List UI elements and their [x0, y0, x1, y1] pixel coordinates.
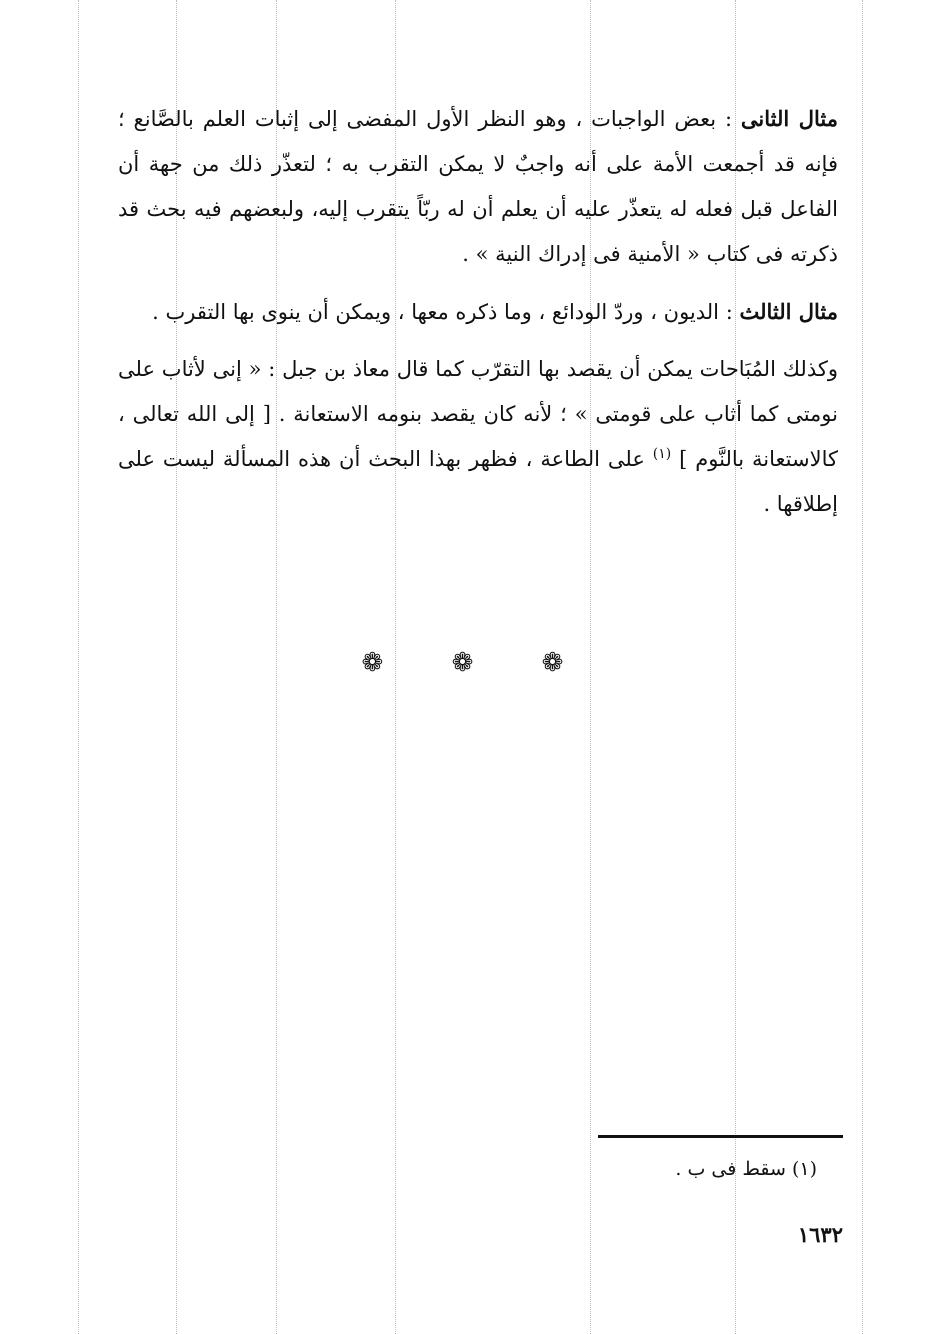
paragraph-example-two: [118, 96, 838, 277]
mubahat-text-part2: على الطاعة ، فظهر بهذا البحث أن هذه المسألة ليست على إطلاقها .: [118, 447, 838, 516]
paragraph-example-three: [118, 289, 838, 335]
section-separator-stars: ❁ ❁ ❁: [361, 648, 594, 678]
paragraph-mubahat: [118, 347, 838, 527]
footnote: (١) سقط فى ب .: [675, 1158, 817, 1180]
page-body: [118, 96, 838, 539]
footnote-reference: (١): [652, 446, 672, 462]
example-three-text: : الديون ، وردّ الودائع ، وما ذكره معها ، ويمكن أن ينوى بها التقرب .: [152, 300, 740, 324]
example-two-text: : بعض الواجبات ، وهو النظر الأول المفضى إلى إثبات العلم بالصَّانع ؛ فإنه قد أجمعت الأمة على أنه واجبٌ لا يمكن التقرب به ؛ لتعذّر ذلك من جهة أن الفاعل قبل فعله له يتعذّر عليه أن يعلم أن له ربّاً يتقرب إليه، ولبعضهم فيه بحث قد ذكرته فى كتاب « الأمنية فى إدراك النية » .: [118, 107, 838, 266]
page-number: ١٦٣٢: [797, 1222, 843, 1247]
example-three-heading: مثال الثالث: [739, 299, 838, 324]
footnote-rule: [598, 1135, 843, 1138]
mubahat-text-part1: وكذلك المُبَاحات يمكن أن يقصد بها التقرّب كما قال معاذ بن جبل : « إنى لأثاب على نومتى كما أثاب على قومتى » ؛ لأنه كان يقصد بنومه الاستعانة . [ إلى الله تعالى ، كالاستعانة بالنَّوم ]: [118, 357, 838, 471]
example-two-heading: مثال الثانى: [740, 106, 838, 131]
